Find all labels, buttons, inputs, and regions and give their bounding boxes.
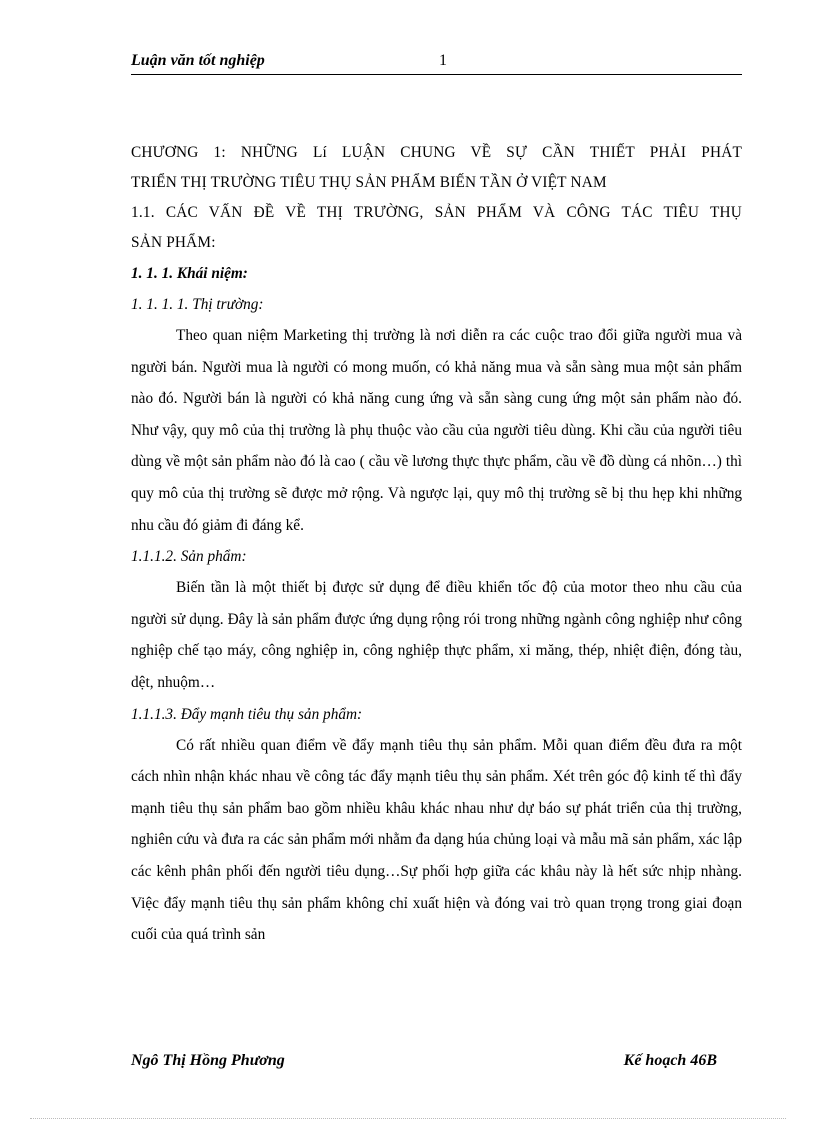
- page-bottom-border: [30, 1118, 786, 1119]
- section-heading-line-1: 1.1. CÁC VẤN ĐỀ VỀ THỊ TRƯỜNG, SẢN PHẨM VÀ CÔNG TÁC TIÊU THỤ: [131, 204, 742, 221]
- subsection-san-pham: 1.1.1.2. Sản phẩm:: [131, 548, 247, 566]
- class-name: Kế hoạch 46B: [623, 1052, 717, 1069]
- page-header: [131, 52, 742, 75]
- subsection-day-manh: 1.1.1.3. Đẩy mạnh tiêu thụ sản phẩm:: [131, 705, 363, 723]
- paragraph-day-manh: Có rất nhiều quan điểm về đẩy mạnh tiêu thụ sản phẩm. Mỗi quan điểm đều đưa ra một cách nhìn nhận khác nhau về công tác đẩy mạnh tiêu thụ sản phẩm. Xét trên góc độ kinh tế thì đẩy mạnh tiêu thụ sản phẩm bao gồm nhiều khâu khác nhau như dự báo sự phát triển của thị trường, nghiên cứu và đưa ra các sản phẩm mới nhằm đa dạng húa chủng loại và mẫu mã sản phẩm, xác lập các kênh phân phối đến người tiêu dụng…Sự phối hợp giữa các khâu này là hết sức nhịp nhàng. Việc đẩy mạnh tiêu thụ sản phẩm không chỉ xuất hiện và đóng vai trò quan trọng trong giai đoạn cuối của quá trình sản: [131, 736, 742, 944]
- paragraph-san-pham: Biến tần là một thiết bị được sử dụng để điều khiển tốc độ của motor theo nhu cầu của người sử dụng. Đây là sản phẩm được ứng dụng rộng rói trong những ngành công nghiệp như công nghiệp chế tạo máy, công nghiệp in, công nghiệp thực phẩm, xi măng, thép, nhiệt điện, đóng tàu, dệt, nhuộm…: [131, 579, 742, 691]
- document-title: Luận văn tốt nghiệp: [131, 52, 265, 69]
- subsection-thi-truong: 1. 1. 1. 1. Thị trường:: [131, 296, 264, 313]
- chapter-heading-line-1: CHƯƠNG 1: NHỮNG Lí LUẬN CHUNG VỀ SỰ CẦN THIẾT PHẢI PHÁT: [131, 144, 742, 161]
- author-name: Ngô Thị Hồng Phương: [131, 1052, 285, 1069]
- page-number: 1: [439, 52, 447, 69]
- page-body: [131, 138, 742, 951]
- paragraph-thi-truong: Theo quan niệm Marketing thị trường là nơi diễn ra các cuộc trao đổi giữa người mua và người bán. Người mua là người có mong muốn, có khả năng mua và sẵn sàng mua một sản phẩm nào đó. Người bán là người có khả năng cung ứng và sẵn sàng cung ứng một sản phẩm nào đó. Như vậy, quy mô của thị trường là phụ thuộc vào cầu của người tiêu dùng. Khi cầu của người tiêu dùng về một sản phẩm nào đó là cao ( cầu về lương thực thực phẩm, cầu về đồ dùng cá nhõn…) thì quy mô của thị trường sẽ được mở rộng. Và ngược lại, quy mô thị trường sẽ bị thu hẹp khi những nhu cầu đó giảm đi đáng kể.: [131, 327, 742, 534]
- section-khai-niem: 1. 1. 1. Khái niệm:: [131, 265, 248, 282]
- chapter-heading-line-2: TRIỂN THỊ TRƯỜNG TIÊU THỤ SẢN PHẨM BIẾN TẦN Ở VIỆT NAM: [131, 174, 607, 191]
- section-heading-line-2: SẢN PHẨM:: [131, 234, 216, 251]
